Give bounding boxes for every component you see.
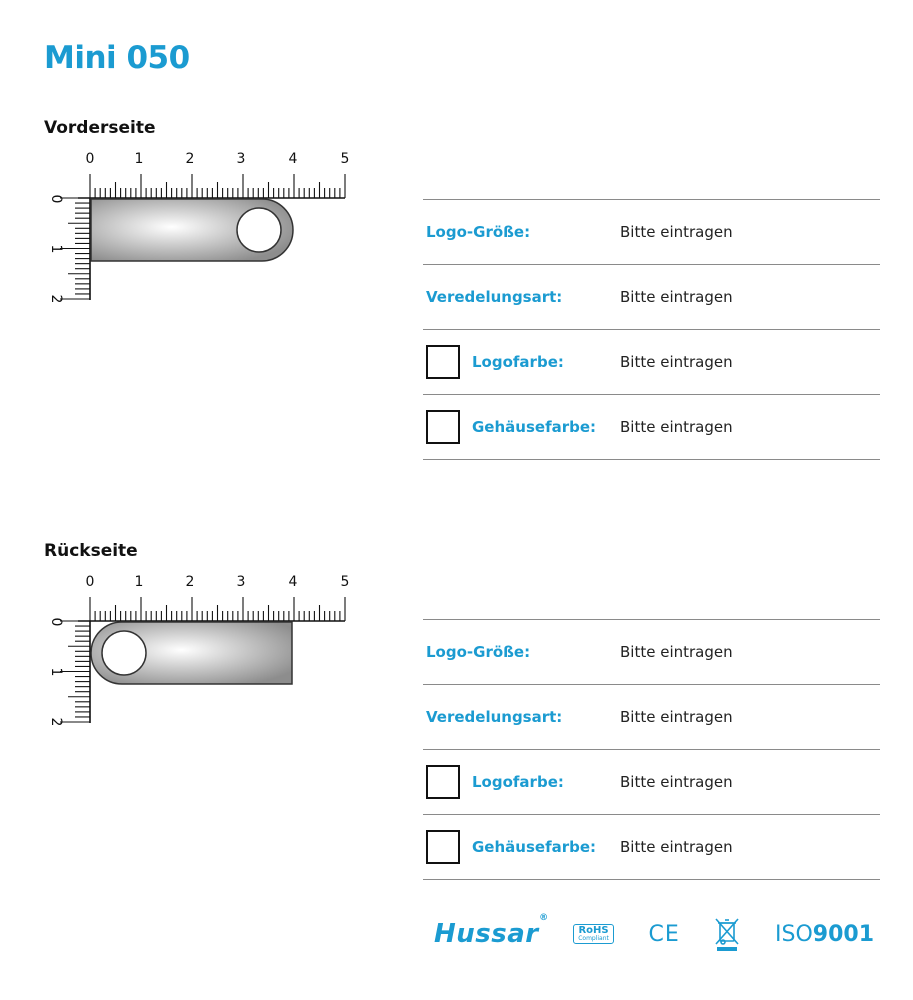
front-logo-color-value[interactable]: Bitte eintragen bbox=[620, 353, 733, 371]
front-ruler-y-label: 1 bbox=[48, 244, 64, 254]
front-horizontal-ruler bbox=[78, 174, 345, 198]
back-side-drawing bbox=[38, 569, 368, 729]
rohs-compliant-label: Compliant bbox=[578, 935, 609, 942]
back-logo-color-label: Logofarbe: bbox=[472, 773, 564, 791]
front-ruler-x-label: 4 bbox=[288, 151, 298, 167]
back-ruler-y-label: 0 bbox=[48, 617, 64, 627]
front-side-drawing bbox=[38, 146, 368, 306]
back-housing-color-value[interactable]: Bitte eintragen bbox=[620, 838, 733, 856]
front-logo-size-label: Logo-Größe: bbox=[426, 223, 531, 241]
back-ruler-x-label: 4 bbox=[288, 574, 298, 590]
front-logo-color-label: Logofarbe: bbox=[472, 353, 564, 371]
front-logo-color-checkbox[interactable] bbox=[426, 345, 460, 379]
front-ruler-x-label: 1 bbox=[134, 151, 144, 167]
back-ruler-y-label: 2 bbox=[48, 717, 64, 727]
registered-mark: ® bbox=[539, 913, 549, 923]
iso-number: 9001 bbox=[812, 921, 874, 947]
front-field-logo-size bbox=[423, 199, 880, 264]
front-field-logo-color bbox=[423, 329, 880, 394]
back-field-finishing-type bbox=[423, 684, 880, 749]
iso-prefix: ISO bbox=[774, 921, 813, 947]
front-ruler-y-label: 2 bbox=[48, 294, 64, 304]
rohs-compliant-logo bbox=[573, 924, 614, 944]
back-logo-color-checkbox[interactable] bbox=[426, 765, 460, 799]
back-housing-color-label: Gehäusefarbe: bbox=[472, 838, 597, 856]
back-logo-size-value[interactable]: Bitte eintragen bbox=[620, 643, 733, 661]
front-finishing-type-label: Veredelungsart: bbox=[426, 288, 563, 306]
back-ruler-x-label: 0 bbox=[85, 574, 95, 590]
front-housing-color-label: Gehäusefarbe: bbox=[472, 418, 597, 436]
back-ruler-x-label: 3 bbox=[236, 574, 246, 590]
front-ruler-x-label: 5 bbox=[340, 151, 350, 167]
ce-mark-logo: CE bbox=[648, 921, 680, 947]
back-ruler-x-label: 2 bbox=[185, 574, 195, 590]
front-side-form bbox=[423, 199, 880, 460]
usb-stick-back-keyring-hole bbox=[102, 631, 146, 675]
front-housing-color-checkbox[interactable] bbox=[426, 410, 460, 444]
back-finishing-type-value[interactable]: Bitte eintragen bbox=[620, 708, 733, 726]
usb-stick-front-keyring-hole bbox=[237, 208, 281, 252]
front-side-heading: Vorderseite bbox=[44, 118, 156, 138]
front-housing-color-value[interactable]: Bitte eintragen bbox=[620, 418, 733, 436]
back-horizontal-ruler bbox=[78, 597, 345, 621]
crossed-out-wheelie-bin-icon bbox=[714, 916, 740, 952]
front-field-housing-color bbox=[423, 394, 880, 460]
front-logo-size-value[interactable]: Bitte eintragen bbox=[620, 223, 733, 241]
front-ruler-x-label: 3 bbox=[236, 151, 246, 167]
front-ruler-y-labels bbox=[48, 195, 64, 304]
back-field-logo-size bbox=[423, 619, 880, 684]
back-ruler-x-labels bbox=[86, 574, 350, 590]
back-ruler-x-label: 1 bbox=[134, 574, 144, 590]
back-side-heading: Rückseite bbox=[44, 541, 138, 561]
back-finishing-type-label: Veredelungsart: bbox=[426, 708, 563, 726]
iso-9001-logo bbox=[775, 922, 874, 947]
front-finishing-type-value[interactable]: Bitte eintragen bbox=[620, 288, 733, 306]
front-ruler-x-labels bbox=[86, 151, 350, 167]
rohs-label: RoHS bbox=[578, 925, 609, 936]
front-ruler-x-label: 0 bbox=[85, 151, 95, 167]
back-field-housing-color bbox=[423, 814, 880, 880]
brand-name: Hussar bbox=[434, 919, 539, 949]
back-logo-size-label: Logo-Größe: bbox=[426, 643, 531, 661]
back-ruler-y-label: 1 bbox=[48, 667, 64, 677]
back-logo-color-value[interactable]: Bitte eintragen bbox=[620, 773, 733, 791]
back-housing-color-checkbox[interactable] bbox=[426, 830, 460, 864]
page-title: Mini 050 bbox=[44, 40, 190, 76]
front-ruler-y-label: 0 bbox=[48, 194, 64, 204]
back-side-form bbox=[423, 619, 880, 880]
hussar-brand-logo bbox=[434, 913, 549, 949]
footer-logos bbox=[434, 912, 874, 956]
front-ruler-x-label: 2 bbox=[185, 151, 195, 167]
back-ruler-y-labels bbox=[48, 618, 64, 727]
back-field-logo-color bbox=[423, 749, 880, 814]
front-field-finishing-type bbox=[423, 264, 880, 329]
back-ruler-x-label: 5 bbox=[340, 574, 350, 590]
